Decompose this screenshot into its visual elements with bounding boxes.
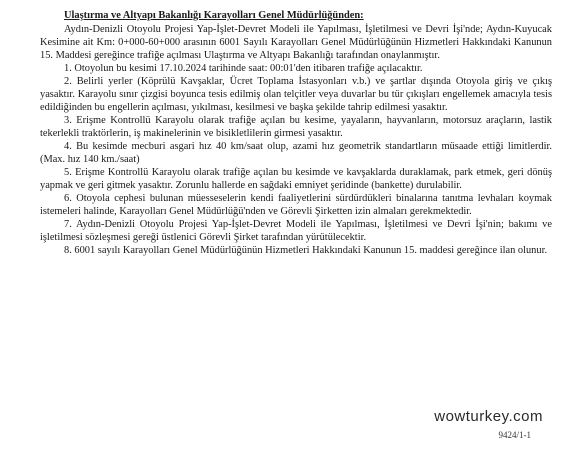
notice-item-8: 8. 6001 sayılı Karayolları Genel Müdürlüğünün Hizmetleri Hakkındaki Kanunun 15. maddesi gereğince ilan olunur. <box>64 245 548 256</box>
notice-item-3: 3. Erişme Kontrollü Karayolu olarak trafiğe açılan bu kesime, yayaların, hayvanların, motorsuz araçların, lastik tekerlekli traktörlerin, iş makinelerinin ve bisikletlilerin girmesi yasaktır. <box>40 115 552 139</box>
notice-item-4: 4. Bu kesimde mecburi asgari hız 40 km/saat olup, azami hız geometrik standartların müsaade ettiği limitlerdir. (Max. hız 140 km./saat) <box>40 141 552 165</box>
notice-item-2: 2. Belirli yerler (Köprülü Kavşaklar, Ücret Toplama İstasyonları v.b.) ve şartlar dışında Otoyola giriş ve çıkış yasaktır. Karayolu sınır çizgisi boyunca tesis edilmiş olan telçitler veya duvarlar bu tür çıkışları engellemek amacıyla tesis edildiğinden bu engellerin açılması, yıkılması, kesilmesi ve başka şekilde tahrip edilmesi yasaktır. <box>40 76 552 113</box>
notice-intro: Aydın-Denizli Otoyolu Projesi Yap-İşlet-Devret Modeli ile Yapılması, İşletilmesi ve Devri İşi'nde; Aydın-Kuyucak Kesimine ait Km: 0+000-60+000 arasının 6001 Sayılı Karayolları Genel Müdürlüğünün Hizmetleri Hakkındaki Kanunun 15. Maddesi gereğince trafiğe açılması Ulaştırma ve Altyapı Bakanlığı tarafından onaylanmıştır. <box>40 24 552 61</box>
notice-item-5: 5. Erişme Kontrollü Karayolu olarak trafiğe açılan bu kesimde ve kavşaklarda duraklamak, park etmek, geri dönüş yapmak ve geri gitmek yasaktır. Zorunlu hallerde en sağdaki emniyet şeridinde (bankette) durulabilir. <box>40 167 552 191</box>
notice-heading: Ulaştırma ve Altyapı Bakanlığı Karayolları Genel Müdürlüğünden: <box>64 10 364 21</box>
notice-item-6: 6. Otoyola cephesi bulunan müesseselerin kendi faaliyetlerini sürdürdükleri binalarına tanıtma levhaları koymak istemeleri halinde, Karayolları Genel Müdürlüğü'nden ve Görevli Şirketten izin almaları gerekmektedir. <box>40 193 552 217</box>
reference-number: 9424/1-1 <box>498 430 531 440</box>
notice-item-1: 1. Otoyolun bu kesimi 17.10.2024 tarihinde saat: 00:01'den itibaren trafiğe açılacaktır. <box>64 63 423 74</box>
watermark-text: wowturkey.com <box>434 408 543 425</box>
notice-item-7: 7. Aydın-Denizli Otoyolu Projesi Yap-İşlet-Devret Modeli ile Yapılması, İşletilmesi ve Devri İşi'nin; bakımı ve işletilmesi sözleşmesi gereği üstlenici Görevli Şirket tarafından yürütülecektir. <box>40 219 552 243</box>
notice-document <box>40 9 552 257</box>
